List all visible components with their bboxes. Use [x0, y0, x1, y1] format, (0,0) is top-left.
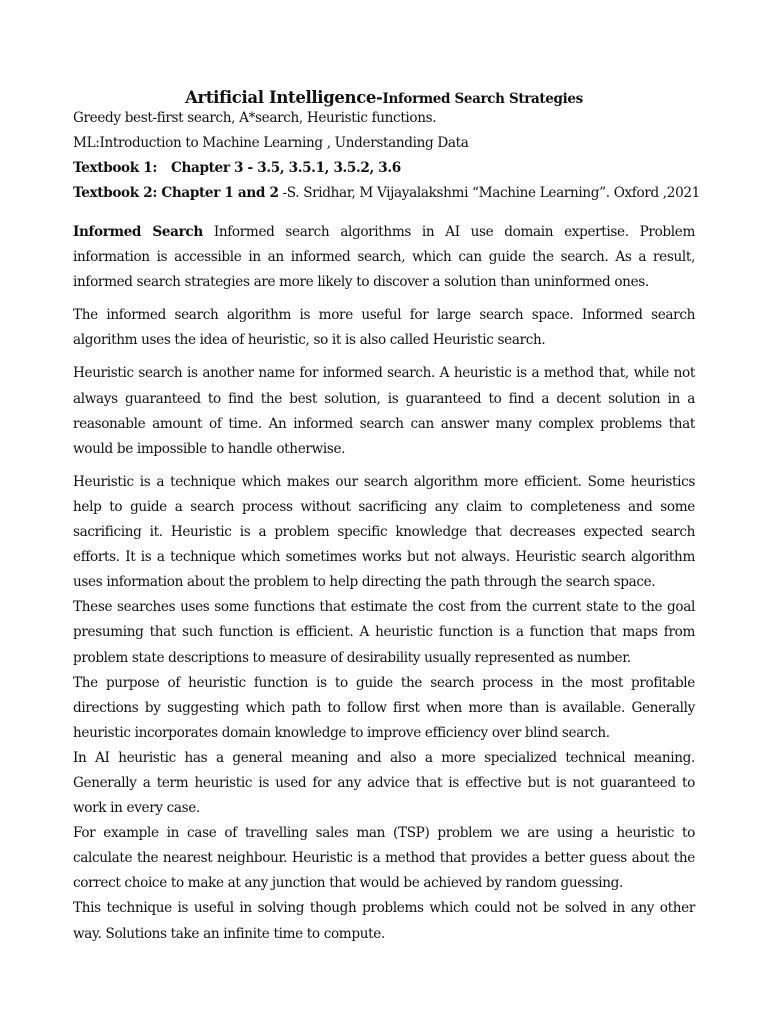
document-title	[73, 82, 695, 106]
topics-line: Greedy best-first search, A*search, Heuristic functions.	[73, 110, 437, 126]
paragraph-informed-search-text: Informed search algorithms in AI use domain expertise. Problem information is accessible in an informed search, which can guide the search. As a result, informed search strategies are more likely to discover a solution than uninformed ones.	[73, 224, 695, 291]
paragraph-cost-functions: These searches uses some functions that estimate the cost from the current state to the goal presuming that such function is efficient. A heuristic function is a function that maps from problem state descriptions to measure of desirability usually represented as number.	[73, 599, 695, 666]
paragraph-heuristic-technique: Heuristic is a technique which makes our search algorithm more efficient. Some heuristics help to guide a search process without sacrificing any claim to completeness and some sacrificing it. Heuristic is a problem specific knowledge that decreases expected search efforts. It is a technique which sometimes works but not always. Heuristic search algorithm uses information about the problem to help directing the path through the search space.	[73, 473, 695, 591]
textbook1-line	[73, 156, 695, 181]
paragraph-technique-usefulness: This technique is useful in solving though problems which could not be solved in any other way. Solutions take an infinite time to compute.	[73, 900, 695, 942]
informed-search-heading: Informed Search	[73, 224, 203, 240]
textbook2-reference: -S. Sridhar, M Vijayalakshmi “Machine Learning”. Oxford ,2021	[278, 185, 700, 201]
paragraph-tsp-example: For example in case of travelling sales man (TSP) problem we are using a heuristic to calculate the nearest neighbour. Heuristic is a method that provides a better guess about the correct choice to make at any junction that would be achieved by random guessing.	[73, 825, 695, 892]
paragraph-large-search-space: The informed search algorithm is more useful for large search space. Informed search algorithm uses the idea of heuristic, so it is also called Heuristic search.	[73, 307, 695, 349]
textbook2-label: Textbook 2: Chapter 1 and 2	[73, 185, 279, 201]
title-main: Artificial Intelligence-	[185, 88, 383, 107]
ml-topics-line: ML:Introduction to Machine Learning , Understanding Data	[73, 135, 469, 151]
paragraph-ai-heuristic-meaning: In AI heuristic has a general meaning and also a more specialized technical meaning. Generally a term heuristic is used for any advice that is effective but is not guaranteed to work in every case.	[73, 749, 695, 817]
title-sub: Informed Search Strategies	[382, 91, 583, 107]
paragraph-heuristic-search: Heuristic search is another name for informed search. A heuristic is a method that, while not always guaranteed to find the best solution, is guaranteed to find a decent solution in a reasonable amount of time. An informed search can answer many complex problems that would be impossible to handle otherwise.	[73, 365, 695, 457]
document-page	[73, 82, 700, 947]
textbook2-line	[73, 181, 700, 206]
paragraph-informed-search	[73, 220, 695, 295]
paragraph-heuristic-purpose: The purpose of heuristic function is to guide the search process in the most profitable directions by suggesting which path to follow first when more than is available. Generally heuristic incorporates domain knowledge to improve efficiency over blind search.	[73, 674, 695, 741]
textbook1-chapters: Chapter 3 - 3.5, 3.5.1, 3.5.2, 3.6	[171, 160, 401, 176]
textbook1-label: Textbook 1:	[73, 160, 158, 176]
